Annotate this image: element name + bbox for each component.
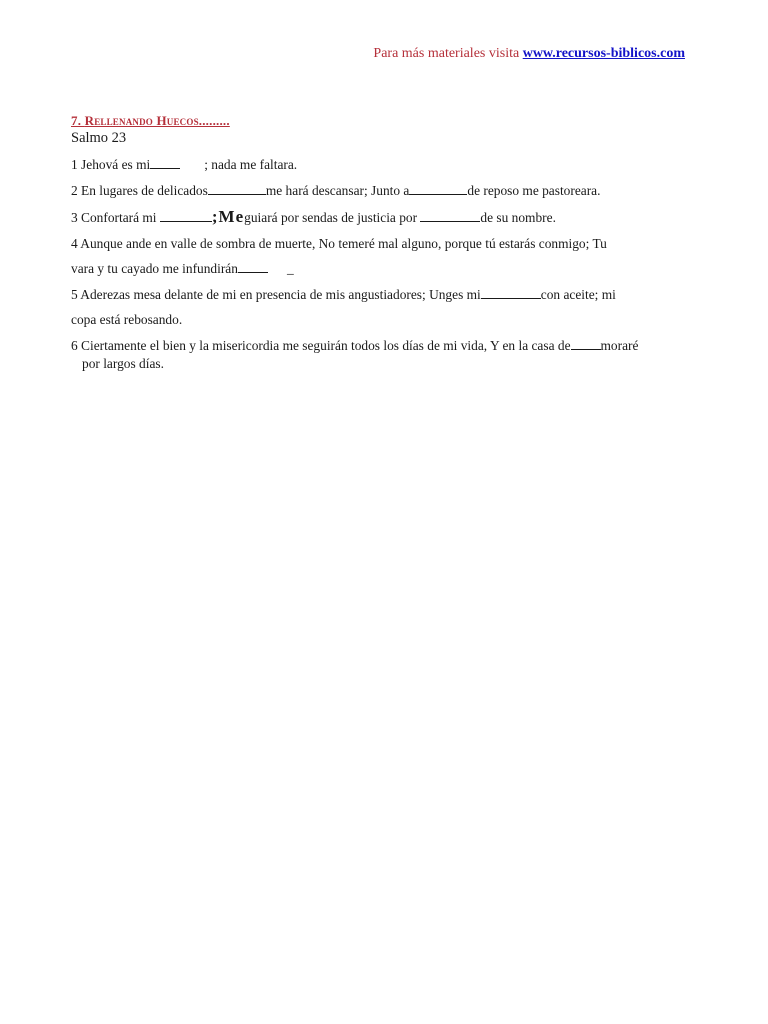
overlay-text: ;Me <box>211 207 245 226</box>
header-promo <box>373 46 685 62</box>
psalm-subtitle: Salmo 23 <box>71 130 127 146</box>
verse-5: 5 Aderezas mesa delante de mi en presencia de mis angustiadores; Unges mi con aceite; mi copa está rebosando. <box>71 287 616 327</box>
section-title: 7. Rellenando Huecos......... <box>71 113 230 128</box>
blank-field[interactable] <box>571 338 601 350</box>
verse-4: 4 Aunque ande en valle de sombra de muerte, No temeré mal alguno, porque tú estarás conmigo; Tu vara y tu cayado me infundirán _ <box>71 236 607 276</box>
verse-3: 3 Confortará mi ;Meguiará por sendas de justicia por de su nombre. <box>71 207 556 226</box>
blank-field[interactable] <box>420 210 480 222</box>
blank-field[interactable] <box>238 261 268 273</box>
blank-field[interactable] <box>481 287 541 299</box>
blank-field[interactable] <box>409 183 467 195</box>
verse-6: 6 Ciertamente el bien y la misericordia me seguirán todos los días de mi vida, Y en la casa de moraré por largos días. <box>71 338 639 371</box>
section-title-text: Rellenando Huecos......... <box>84 113 230 128</box>
website-link[interactable]: www.recursos-biblicos.com <box>522 46 685 61</box>
verse-1: 1 Jehová es mi ; nada me faltara. <box>71 157 298 172</box>
header-text: Para más materiales visita <box>373 46 523 61</box>
blank-field[interactable] <box>160 210 212 222</box>
verse-2: 2 En lugares de delicados me hará descansar; Junto a de reposo me pastoreara. <box>71 183 601 198</box>
worksheet <box>71 112 705 371</box>
blank-field[interactable] <box>208 183 266 195</box>
blank-field[interactable] <box>150 157 180 169</box>
